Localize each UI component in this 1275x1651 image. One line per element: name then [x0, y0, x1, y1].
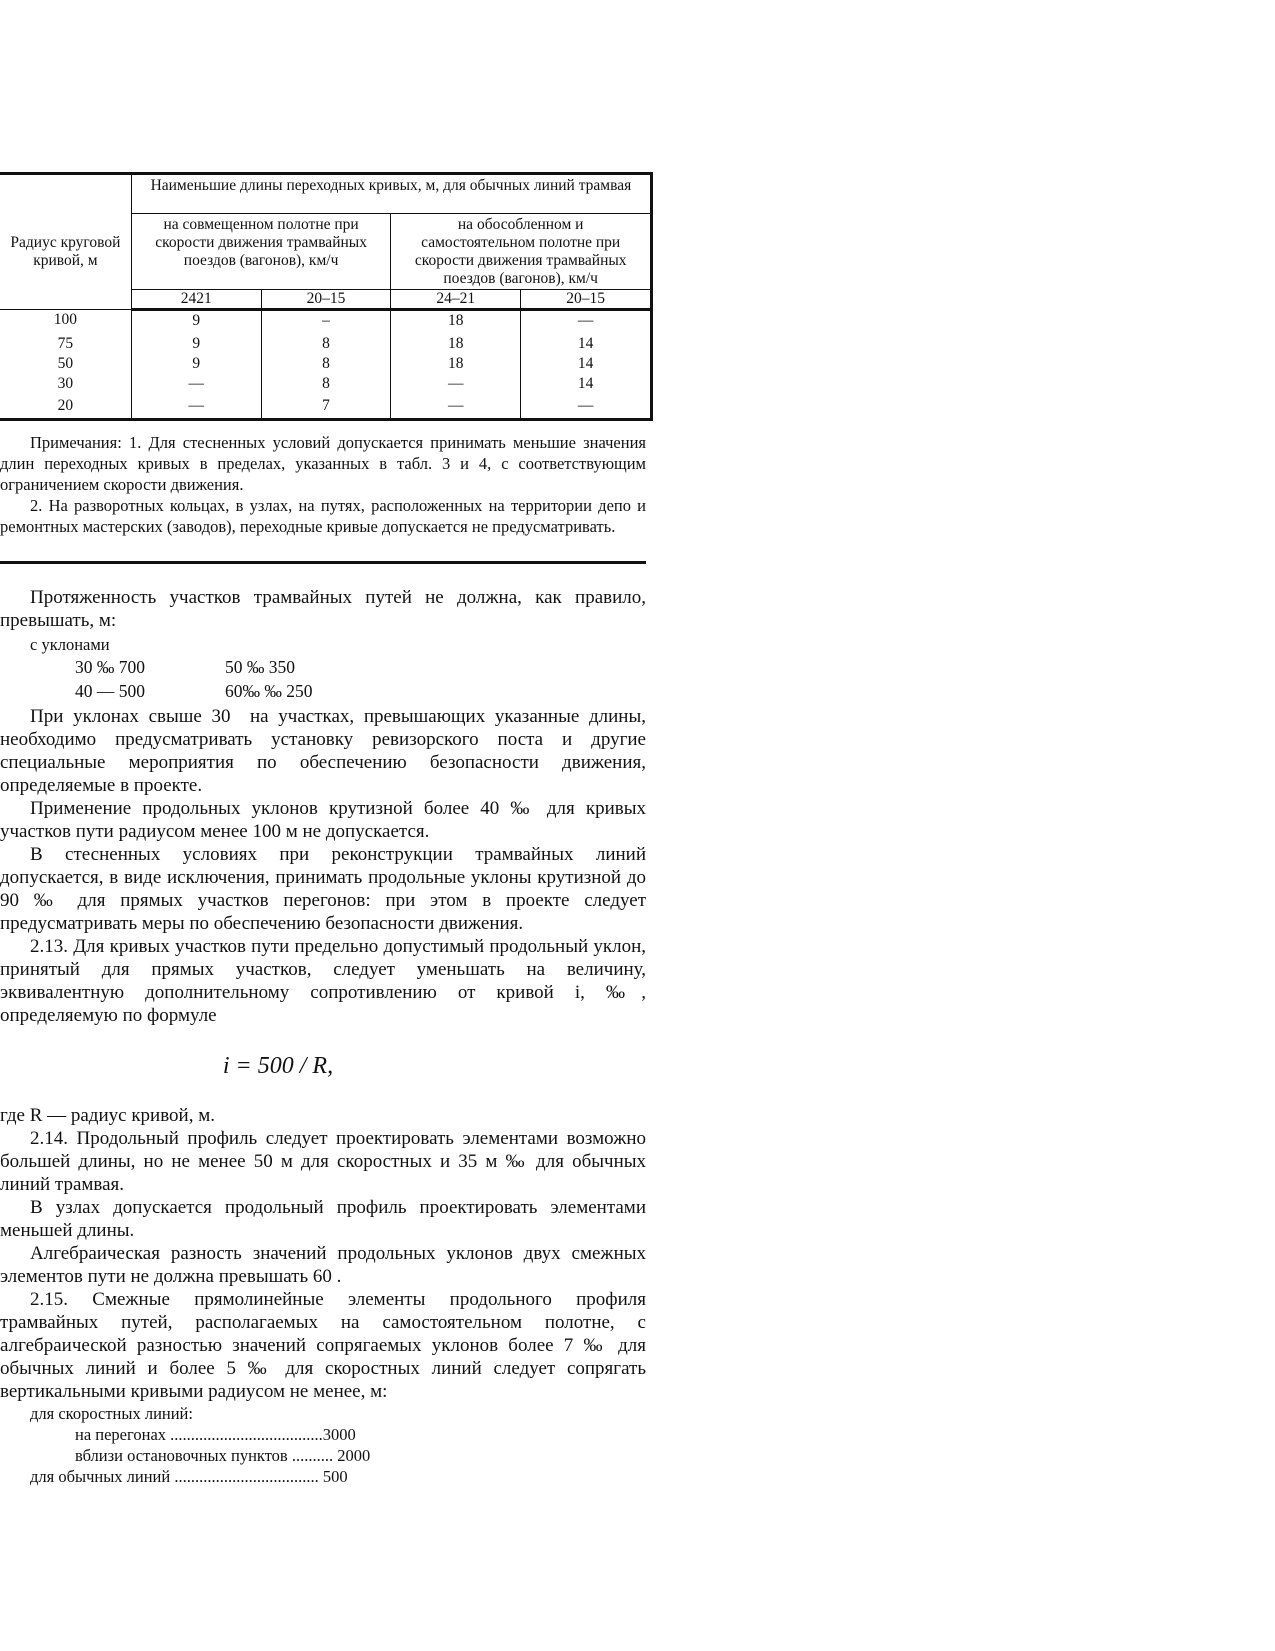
table-cell: 9 [131, 331, 261, 354]
speed-col-4: 20–15 [521, 290, 652, 310]
speed-col-3: 24–21 [391, 290, 521, 310]
list-stops: вблизи остановочных пунктов .......... 2000 [75, 1446, 371, 1465]
table-cell: — [391, 374, 521, 394]
paragraph: Протяженность участков трамвайных путей не должна, как правило, превышать, м: [0, 587, 646, 631]
table-notes [0, 432, 646, 537]
slope-value: 40​ — 500 [75, 681, 145, 701]
slopes-label: с уклонами [30, 635, 110, 654]
group-header-combined: на совмещенном полотне при скорости движения трамвайных поездов (вагонов), км/ч [131, 214, 391, 290]
speed-col-1: 24​21 [131, 290, 261, 310]
paragraph: Применение продольных уклонов крутизной более 40 ‰ для кривых участков пути радиусом менее 100 м не допускается. [0, 798, 646, 842]
table-cell: 8 [261, 354, 391, 374]
table-cell: 8 [261, 374, 391, 394]
table-cell: – [261, 310, 391, 332]
group-header-separate: на обособленном и самостоятельном полотне при скорости движения трамвайных поездов (вагонов), км/ч [391, 214, 652, 290]
table-cell: — [391, 394, 521, 420]
paragraph: В узлах допускается продольный профиль проектировать элементами меньшей длины. [0, 1197, 646, 1241]
slopes-list [0, 655, 646, 703]
speed-col-2: 20–15 [261, 290, 391, 310]
radius-header: Радиус круговой кривой, м [0, 174, 131, 310]
table-cell: — [521, 310, 652, 332]
formula [0, 1027, 646, 1104]
formula-text: i = 500 / R, [222, 1053, 334, 1079]
note-2: 2. На разворотных кольцах, в узлах, на путях, расположенных на территории депо и ремонтных мастерских (заводов), переходные кривые допускается не предусматривать. [0, 496, 646, 536]
paragraph: Алгебраическая разность значений продольных уклонов двух смежных элементов пути не должна превышать 60 ​. [0, 1243, 646, 1287]
table-cell: 7 [261, 394, 391, 420]
notes-divider [0, 561, 646, 564]
table-cell: — [521, 394, 652, 420]
table-row [0, 394, 652, 420]
table-cell: — [131, 394, 261, 420]
list-stages: на перегонах .....................................3000 [75, 1425, 356, 1444]
table-row [0, 310, 652, 332]
table-cell: 18 [391, 310, 521, 332]
table-row [0, 374, 652, 394]
list-regular-lines: для обычных линий ................................... 500 [30, 1467, 348, 1486]
paragraph: 2.14. Продольный профиль следует проектировать элементами возможно большей длины, но не менее 50 м для скоростных и 35 м ‰ для обычных линий трамвая. [0, 1128, 646, 1195]
body-text [0, 586, 646, 1487]
note-1: Примечания: 1. Для стесненных условий допускается принимать меньшие значения длин переходных кривых в пределах, указанных в табл. 3 и 4, с соответствующим ограничением скорости движения. [0, 433, 646, 494]
slope-value: 30​ ‰ 700 [75, 657, 145, 677]
paragraph: При уклонах свыше 30 ​ на участках, превышающих указанные длины, необходимо предусматривать установку ревизорского поста и другие специальные мероприятия по обеспечению безопасности движения, определяемые в проекте. [0, 706, 646, 796]
table-cell: 14 [521, 331, 652, 354]
table-row [0, 331, 652, 354]
table-cell: — [131, 374, 261, 394]
slope-row [75, 655, 646, 679]
cell-radius: 20 [57, 397, 74, 414]
cell-radius: 75 [57, 335, 74, 352]
table-cell: 9 [131, 354, 261, 374]
slope-value: 60‰ ‰ 250 [225, 681, 313, 701]
table-cell: 9 [131, 310, 261, 332]
slope-value: 50​ ‰ 350 [225, 657, 295, 677]
cell-radius: 30 [57, 375, 74, 392]
table-cell: 14 [521, 354, 652, 374]
list-fast-lines: для скоростных линий: [30, 1404, 193, 1423]
slope-row [75, 679, 646, 703]
table-cell: 8 [261, 331, 391, 354]
table-row [0, 354, 652, 374]
table-cell: 18 [391, 354, 521, 374]
paragraph: 2.15. Смежные прямолинейные элементы продольного профиля трамвайных путей, располагаемых на самостоятельном полотне, с алгебраической разностью значений сопрягаемых уклонов более 7 ‰ для обычных линий и более 5 ‰ для скоростных линий следует сопрягать вертикальными кривыми радиусом не менее, м: [0, 1289, 646, 1402]
table-cell: 18 [391, 331, 521, 354]
formula-legend: где R — радиус кривой, м. [0, 1105, 216, 1126]
transition-curve-table [0, 172, 655, 421]
cell-radius: 50 [57, 355, 74, 372]
paragraph: 2.13. Для кривых участков пути предельно допустимый продольный уклон, принятый для прямых участков, следует уменьшать на величину, эквивалентную дополнительному сопротивлению от кривой i, ‰, определяемую по формуле [0, 936, 646, 1026]
table-cell: 14 [521, 374, 652, 394]
main-header: Наименьшие длины переходных кривых, м, для обычных линий трамвая [131, 174, 651, 214]
cell-radius: 100 [53, 311, 78, 328]
paragraph: В стесненных условиях при реконструкции трамвайных линий допускается, в виде исключения, принимать продольные уклоны крутизной до 90 ‰ для прямых участков перегонов: при этом в проекте следует предусматривать меры по обеспечению безопасности движения. [0, 844, 646, 934]
